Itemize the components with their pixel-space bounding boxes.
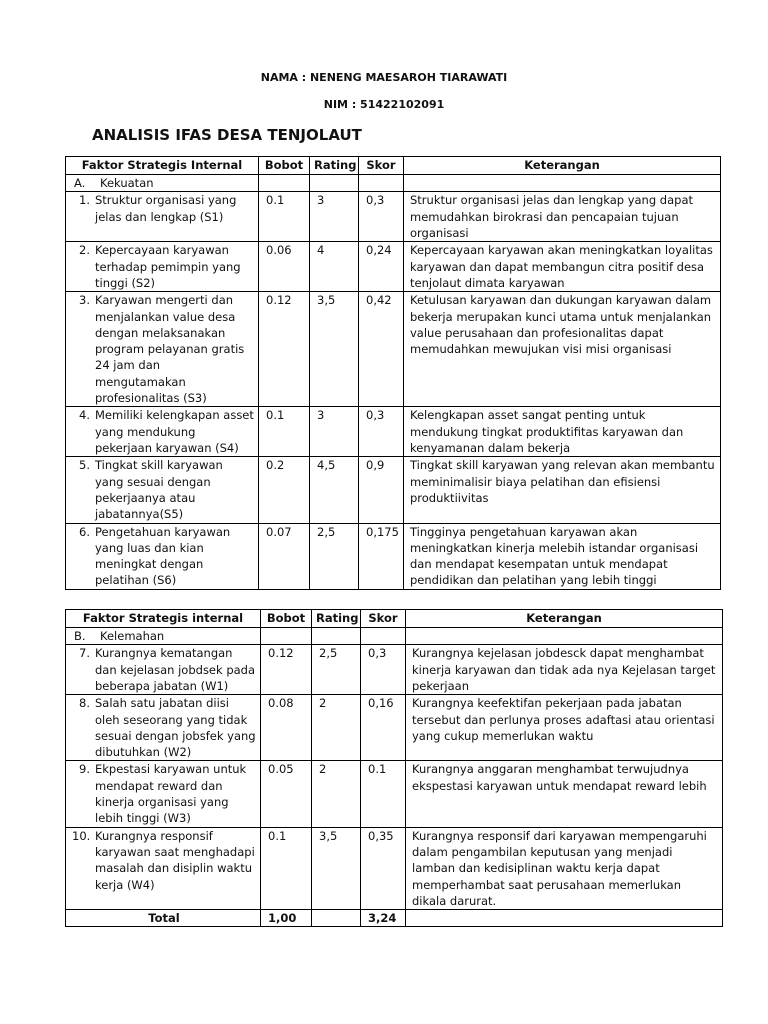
row-number: 8. bbox=[79, 696, 90, 711]
bobot-cell: 0.08 bbox=[261, 695, 312, 761]
col-header: Faktor Strategis Internal bbox=[66, 157, 259, 175]
section-label: Kekuatan bbox=[100, 176, 154, 190]
total-row bbox=[66, 910, 723, 927]
col-header: Bobot bbox=[261, 610, 312, 628]
table-row bbox=[66, 407, 721, 457]
student-nim-text: NIM : 51422102091 bbox=[323, 98, 445, 111]
bobot-cell: 0.1 bbox=[259, 407, 310, 457]
section-letter: B. bbox=[74, 629, 86, 643]
faktor-cell bbox=[66, 457, 259, 523]
faktor-text: Kurangnya responsif karyawan saat menghadapi masalah dan disiplin waktu kerja (W4) bbox=[95, 828, 255, 892]
skor-cell: 0,42 bbox=[359, 292, 404, 407]
row-number: 6. bbox=[79, 524, 90, 539]
faktor-cell bbox=[66, 827, 261, 909]
rating-cell: 4,5 bbox=[310, 457, 359, 523]
bobot-cell: 0.07 bbox=[259, 523, 310, 589]
table-row bbox=[66, 292, 721, 407]
row-number: 3. bbox=[79, 293, 90, 308]
faktor-cell bbox=[66, 645, 261, 695]
skor-cell: 0.1 bbox=[361, 761, 406, 827]
col-header: Skor bbox=[361, 610, 406, 628]
table-row bbox=[66, 523, 721, 589]
col-header: Skor bbox=[359, 157, 404, 175]
faktor-text: Kurangnya kematangan dan kejelasan jobdsek pada beberapa jabatan (W1) bbox=[95, 646, 256, 693]
skor-cell: 0,16 bbox=[361, 695, 406, 761]
row-number: 2. bbox=[79, 243, 90, 258]
faktor-text: Tingkat skill karyawan yang sesuai dengan pekerjaanya atau jabatannya(S5) bbox=[95, 458, 223, 522]
keterangan-cell: Kepercayaan karyawan akan meningkatkan loyalitas karyawan dan dapat membangun citra positif desa tenjolaut dimata karyawan bbox=[404, 242, 721, 292]
rating-cell: 2 bbox=[312, 695, 361, 761]
keterangan-cell: Tingginya pengetahuan karyawan akan meningkatkan kinerja melebih istandar organisasi dan mendapat kesempatan untuk mendapat pendidikan dan pelatihan yang lebih tinggi bbox=[404, 523, 721, 589]
skor-cell: 0,9 bbox=[359, 457, 404, 523]
skor-cell: 0,3 bbox=[361, 645, 406, 695]
ifas-strength-table bbox=[65, 156, 721, 590]
faktor-cell bbox=[66, 242, 259, 292]
faktor-text: Struktur organisasi yang jelas dan lengkap (S1) bbox=[95, 193, 237, 224]
student-name: NAMA : NENENG MAESAROH TIARAWATI bbox=[260, 71, 508, 84]
total-bobot: 1,00 bbox=[261, 910, 312, 927]
keterangan-cell: Kelengkapan asset sangat penting untuk mendukung tingkat produktifitas karyawan dan kenyamanan dalam bekerja bbox=[404, 407, 721, 457]
section-letter: A. bbox=[74, 176, 86, 190]
table-row bbox=[66, 192, 721, 242]
table-row bbox=[66, 761, 723, 827]
faktor-text: Salah satu jabatan diisi oleh seseorang yang tidak sesuai dengan jobsfek yang dibutuhkan (W2) bbox=[95, 696, 256, 760]
faktor-cell bbox=[66, 192, 259, 242]
row-number: 10. bbox=[72, 828, 91, 843]
rating-cell: 2,5 bbox=[310, 523, 359, 589]
keterangan-cell: Ketulusan karyawan dan dukungan karyawan dalam bekerja merupakan kunci utama untuk menjalankan value perusahaan dan profesionalitas dapat memudahkan mewujukan visi misi organisasi bbox=[404, 292, 721, 407]
skor-cell: 0,24 bbox=[359, 242, 404, 292]
row-number: 4. bbox=[79, 408, 90, 423]
faktor-text: Ekpestasi karyawan untuk mendapat reward dan kinerja organisasi yang lebih tinggi (W3) bbox=[95, 762, 247, 826]
faktor-text: Karyawan mengerti dan menjalankan value desa dengan melaksanakan program pelayanan gratis 24 jam dan mengutamakan profesionalitas (S3) bbox=[95, 293, 245, 406]
faktor-cell bbox=[66, 761, 261, 827]
rating-cell: 2,5 bbox=[312, 645, 361, 695]
table-row bbox=[66, 645, 723, 695]
col-header: Keterangan bbox=[404, 157, 721, 175]
bobot-cell: 0.06 bbox=[259, 242, 310, 292]
bobot-cell: 0.12 bbox=[259, 292, 310, 407]
row-number: 7. bbox=[79, 646, 90, 661]
keterangan-cell: Tingkat skill karyawan yang relevan akan membantu meminimalisir biaya pelatihan dan efisiensi produktiivitas bbox=[404, 457, 721, 523]
bobot-cell: 0.1 bbox=[259, 192, 310, 242]
col-header: Rating bbox=[310, 157, 359, 175]
table-row bbox=[66, 457, 721, 523]
section-label: Kelemahan bbox=[100, 629, 165, 643]
rating-cell: 3 bbox=[310, 192, 359, 242]
rating-cell: 2 bbox=[312, 761, 361, 827]
page-title: ANALISIS IFAS DESA TENJOLAUT bbox=[92, 126, 362, 144]
table-row bbox=[66, 695, 723, 761]
row-number: 9. bbox=[79, 762, 90, 777]
col-header: Rating bbox=[312, 610, 361, 628]
rating-cell: 3,5 bbox=[312, 827, 361, 909]
rating-cell: 3,5 bbox=[310, 292, 359, 407]
skor-cell: 0,3 bbox=[359, 407, 404, 457]
bobot-cell: 0.12 bbox=[261, 645, 312, 695]
bobot-cell: 0.05 bbox=[261, 761, 312, 827]
faktor-cell bbox=[66, 695, 261, 761]
keterangan-cell: Kurangnya responsif dari karyawan mempengaruhi dalam pengambilan keputusan yang menjadi lamban dan kedisiplinan waktu kerja dapat memperhambat saat perusahaan memerlukan dikala darurat. bbox=[406, 827, 723, 909]
total-label: Total bbox=[66, 910, 261, 927]
keterangan-cell: Kurangnya kejelasan jobdesck dapat menghambat kinerja karyawan dan tidak ada nya Kejelasan target pekerjaan bbox=[406, 645, 723, 695]
student-nim bbox=[0, 98, 768, 111]
table-row bbox=[66, 827, 723, 909]
total-skor: 3,24 bbox=[361, 910, 406, 927]
faktor-cell bbox=[66, 407, 259, 457]
rating-cell: 4 bbox=[310, 242, 359, 292]
col-header: Keterangan bbox=[406, 610, 723, 628]
bobot-cell: 0.1 bbox=[261, 827, 312, 909]
col-header: Faktor Strategis internal bbox=[66, 610, 261, 628]
keterangan-cell: Kurangnya anggaran menghambat terwujudnya ekspestasi karyawan untuk mendapat reward lebih bbox=[406, 761, 723, 827]
faktor-cell bbox=[66, 292, 259, 407]
ifas-weakness-table bbox=[65, 609, 723, 927]
rating-cell: 3 bbox=[310, 407, 359, 457]
row-number: 5. bbox=[79, 458, 90, 473]
col-header: Bobot bbox=[259, 157, 310, 175]
skor-cell: 0,3 bbox=[359, 192, 404, 242]
faktor-text: Kepercayaan karyawan terhadap pemimpin yang tinggi (S2) bbox=[95, 243, 241, 290]
bobot-cell: 0.2 bbox=[259, 457, 310, 523]
section-row bbox=[66, 175, 721, 192]
keterangan-cell: Kurangnya keefektifan pekerjaan pada jabatan tersebut dan perlunya proses adaftasi atau orientasi yang cukup memerlukan waktu bbox=[406, 695, 723, 761]
section-row bbox=[66, 628, 723, 645]
faktor-cell bbox=[66, 523, 259, 589]
skor-cell: 0,175 bbox=[359, 523, 404, 589]
keterangan-cell: Struktur organisasi jelas dan lengkap yang dapat memudahkan birokrasi dan pencapaian tujuan organisasi bbox=[404, 192, 721, 242]
faktor-text: Memiliki kelengkapan asset yang mendukung pekerjaan karyawan (S4) bbox=[95, 408, 254, 455]
row-number: 1. bbox=[79, 193, 90, 208]
faktor-text: Pengetahuan karyawan yang luas dan kian meningkat dengan pelatihan (S6) bbox=[95, 524, 231, 588]
skor-cell: 0,35 bbox=[361, 827, 406, 909]
table-row bbox=[66, 242, 721, 292]
